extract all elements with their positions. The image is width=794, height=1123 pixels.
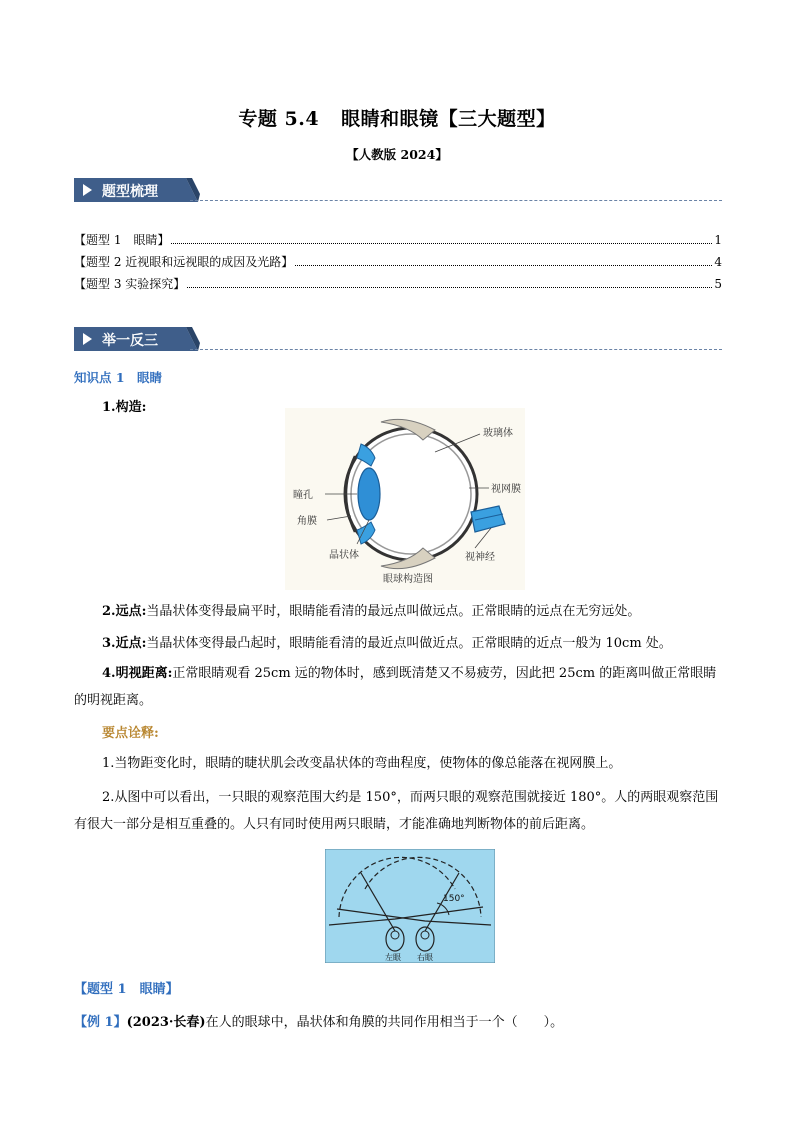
item-clear-distance: 4.明视距离:正常眼睛观看 25cm 远的物体时，感到既清楚又不易疲劳，因此把 25cm 的距离叫做正常眼睛的明视距离。 [74,666,717,708]
title-text: 眼睛和眼镜【三大题型】 [341,108,556,130]
angle-label: 150° [443,894,465,904]
play-icon [83,184,92,196]
label-vitreous: 玻璃体 [483,428,513,439]
page-title [0,104,794,131]
label-cornea: 角膜 [297,516,317,527]
right-eye-label: 右眼 [417,953,433,962]
toc-label: 【题型 2 近视眼和远视眼的成因及光路】 [74,255,294,269]
banner-examples [74,327,200,351]
key-points-heading: 要点诠释: [102,726,159,741]
toc-label: 【题型 1 眼睛】 [74,233,170,247]
example-1: 【例 1】(2023·长春)在人的眼球中，晶状体和角膜的共同作用相当于一个（ ）。 [74,1015,564,1030]
label-retina: 视网膜 [491,484,521,495]
figure-background [325,849,495,963]
eye-structure-figure [285,408,525,590]
banner-label: 举一反三 [102,333,158,349]
key-point-1: 1.当物距变化时，眼睛的睫状肌会改变晶状体的弯曲程度，使物体的像总能落在视网膜上。 [102,756,622,771]
binocular-view-figure [325,849,495,963]
toc-item[interactable] [74,231,722,253]
toc-label: 【题型 3 实验探究】 [74,277,186,291]
toc-page: 1 [714,233,722,247]
item-near-point: 3.近点:当晶状体变得最凸起时，眼睛能看清的最近点叫做近点。正常眼睛的近点一般为 10cm 处。 [102,636,672,651]
label-optic-nerve: 视神经 [465,552,495,563]
toc-item[interactable] [74,275,722,297]
figure-caption: 眼球构造图 [383,574,433,585]
play-icon [83,333,92,345]
toc-page: 4 [714,255,722,269]
label-lens: 晶状体 [329,550,359,561]
divider [190,349,722,350]
toc-item[interactable] [74,253,722,275]
table-of-contents [74,231,722,297]
label-pupil: 瞳孔 [293,490,313,501]
item-construct: 1.构造: [102,400,147,415]
toc-page: 5 [714,277,722,291]
question-type-heading: 【题型 1 眼睛】 [74,982,179,997]
left-eye-label: 左眼 [385,953,401,962]
item-far-point: 2.远点:当晶状体变得最扁平时，眼睛能看清的最远点叫做远点。正常眼睛的远点在无穷远处。 [102,604,641,619]
title-number: 专题 5.4 [238,108,320,130]
banner-question-types [74,178,200,202]
divider [190,200,722,201]
key-point-2: 2.从图中可以看出，一只眼的观察范围大约是 150°，而两只眼的观察范围就接近 180°。人的两眼观察范围有很大一部分是相互重叠的。人只有同时使用两只眼睛，才能准确地判断物体的前后距离。 [74,790,719,832]
page-subtitle: 【人教版 2024】 [346,147,448,162]
section-heading: 知识点 1 眼睛 [74,370,163,385]
banner-label: 题型梳理 [102,184,158,200]
